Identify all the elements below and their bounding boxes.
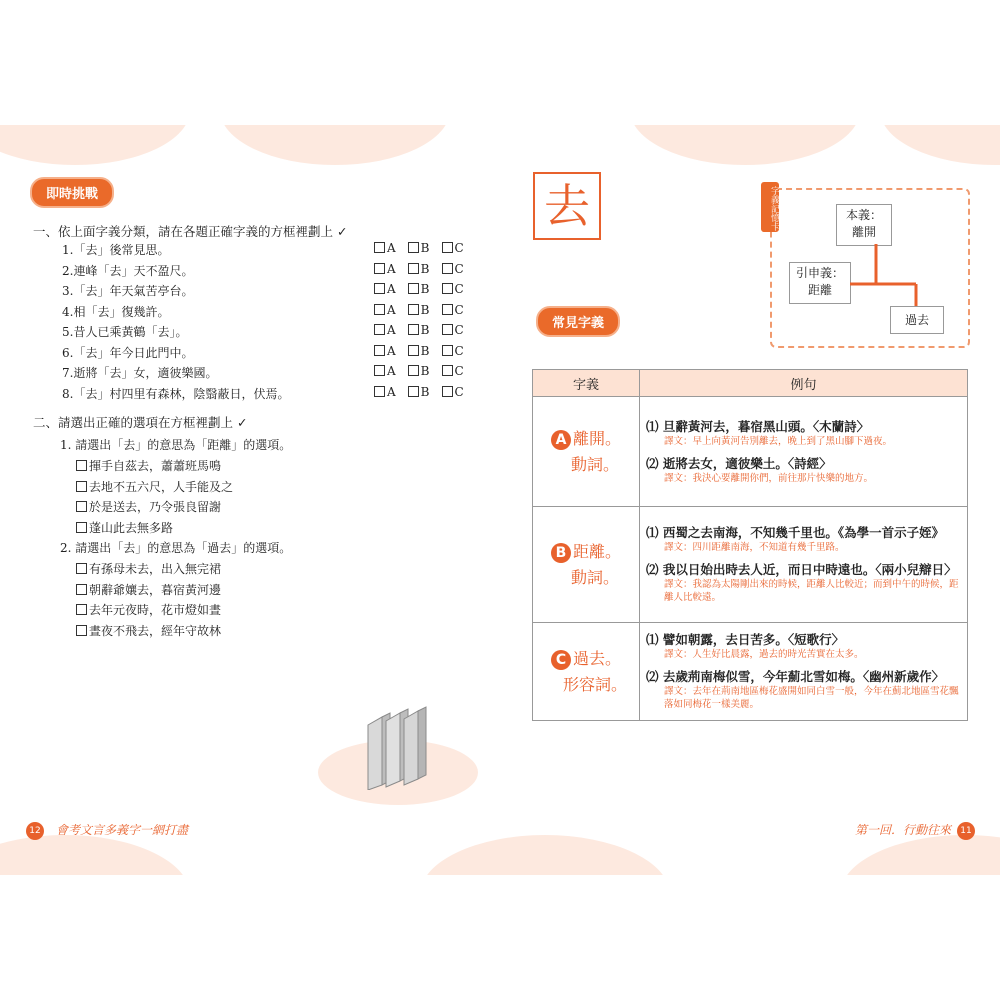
- examples-cell: [640, 507, 968, 623]
- option-label: A: [387, 384, 396, 399]
- option-label: C: [454, 364, 464, 378]
- option-label: B: [420, 323, 430, 337]
- checkbox-c[interactable]: [442, 283, 453, 294]
- choice-text: 有孫母未去，出入無完裙: [89, 562, 222, 576]
- meaning-row: [533, 397, 968, 507]
- option-label: B: [420, 241, 430, 255]
- option-label: B: [420, 302, 430, 317]
- choice-text: 朝辭爺孃去，暮宿黃河邊: [89, 582, 222, 597]
- option-label: B: [420, 364, 430, 378]
- option-label: A: [387, 364, 396, 378]
- example-sentence: ⑴ 旦辭黃河去，暮宿黑山頭。〈木蘭詩〉: [646, 418, 870, 434]
- base-meaning-value: 離開: [851, 225, 876, 239]
- option-label: C: [454, 282, 464, 296]
- option-label: C: [454, 241, 464, 255]
- top-wave-4: [880, 125, 1000, 165]
- example-translation: 譯文：早上向黃河告別離去，晚上到了黑山腳下過夜。: [664, 435, 893, 447]
- section1-item: 6.「去」年今日此門中。: [62, 345, 194, 360]
- choice-text: 揮手自茲去，蕭蕭班馬鳴: [89, 459, 222, 473]
- top-wave-1: [0, 125, 190, 165]
- option-label: B: [420, 384, 430, 399]
- option-label: B: [420, 282, 430, 296]
- choice-item: [76, 478, 233, 495]
- section1-item: 4.相「去」復幾許。: [62, 304, 170, 319]
- example-translation: 譯文：四川距離南海，不知道有幾千里路。: [664, 542, 845, 553]
- example-sentence: ⑵ 逝將去女，適彼樂土。〈詩經〉: [646, 455, 832, 471]
- checkbox-a[interactable]: [374, 365, 385, 376]
- answer-options: [374, 344, 476, 358]
- bottom-wave-1: [0, 835, 190, 875]
- bottom-wave-2: [420, 835, 670, 875]
- choice-checkbox[interactable]: [76, 625, 87, 636]
- choice-checkbox[interactable]: [76, 563, 87, 574]
- answer-options: [374, 364, 476, 378]
- choice-item: [76, 498, 221, 515]
- checkbox-a[interactable]: [374, 345, 385, 356]
- choice-checkbox[interactable]: [76, 584, 87, 595]
- choice-item: [76, 622, 221, 639]
- checkbox-a[interactable]: [374, 324, 385, 335]
- section1-item: 2.連峰「去」天不盈尺。: [62, 263, 194, 278]
- bottom-wave-3: [840, 835, 1000, 875]
- checkbox-b[interactable]: [408, 324, 419, 335]
- choice-checkbox[interactable]: [76, 501, 87, 512]
- checkbox-c[interactable]: [442, 324, 453, 335]
- checkbox-b[interactable]: [408, 283, 419, 294]
- meaning-cell: [533, 623, 640, 721]
- answer-options: [374, 385, 476, 399]
- option-label: A: [387, 282, 396, 296]
- choice-item: [76, 601, 221, 618]
- choice-text: 去地不五六尺，人手能及之: [89, 479, 234, 494]
- checkbox-c[interactable]: [442, 345, 453, 356]
- checkbox-b[interactable]: [408, 345, 419, 356]
- example-translation: 譯文：我決心要離開你們，前往那片快樂的地方。: [664, 472, 874, 484]
- section2-title: 二、請選出正確的選項在方框裡劃上 ✓: [33, 415, 248, 430]
- option-label: C: [454, 384, 464, 399]
- books-icon: [360, 705, 440, 790]
- base-meaning-label: 本義：: [845, 208, 882, 222]
- option-label: A: [387, 241, 396, 255]
- question-2: 2. 請選出「去」的意思為「過去」的選項。: [60, 541, 292, 555]
- checkbox-a[interactable]: [374, 304, 385, 315]
- example-sentence: ⑵ 我以日始出時去人近，而日中時遠也。〈兩小兒辯日〉: [646, 562, 957, 577]
- checkbox-c[interactable]: [442, 304, 453, 315]
- example-translation: 譯文：去年在荊南地區梅花盛開如同白雪一般，今年在薊北地區雪花飄落如同梅花一樣美麗。: [664, 686, 959, 710]
- option-label: A: [387, 261, 396, 276]
- section1-item: 3.「去」年天氣苦亭台。: [62, 284, 194, 298]
- section1-item: 8.「去」村四里有森林，陰翳蔽日，伏焉。: [62, 386, 290, 401]
- answer-options: [374, 282, 476, 296]
- choice-text: 蓬山此去無多路: [89, 520, 174, 535]
- part-of-speech: 形容詞。: [562, 674, 627, 694]
- choice-checkbox[interactable]: [76, 604, 87, 615]
- part-of-speech: 動詞。: [570, 567, 619, 587]
- meaning-letter-badge: A: [551, 430, 571, 450]
- choice-text: 去年元夜時，花市燈如晝: [89, 603, 222, 617]
- meaning-row: [533, 507, 968, 623]
- checkbox-c[interactable]: [442, 386, 453, 397]
- meaning-cell: [533, 507, 640, 623]
- answer-options: [374, 323, 476, 337]
- meaning-row: [533, 623, 968, 721]
- left-page-number: 12: [26, 822, 44, 840]
- meaning-letter-badge: B: [551, 543, 571, 563]
- meaning-text: 距離。: [572, 541, 621, 561]
- option-label: C: [454, 302, 464, 317]
- meaning-text: 過去。: [572, 648, 621, 668]
- examples-cell: [640, 623, 968, 721]
- instant-challenge-badge: 即時挑戰: [30, 177, 114, 208]
- top-wave-2: [220, 125, 450, 165]
- choice-item: [76, 560, 221, 577]
- answer-options: [374, 241, 476, 255]
- checkbox-b[interactable]: [408, 304, 419, 315]
- section1-item: 7.逝將「去」女，適彼樂國。: [62, 366, 218, 380]
- option-label: B: [420, 343, 430, 358]
- choice-text: 於是送去，乃令張良留謝: [89, 500, 222, 514]
- option-label: A: [387, 343, 396, 358]
- memory-card-tab: 字義記憶卡: [761, 182, 779, 232]
- checkbox-a[interactable]: [374, 263, 385, 274]
- choice-checkbox[interactable]: [76, 481, 87, 492]
- section1-item: 5.昔人已乘黃鶴「去」。: [62, 325, 188, 339]
- examples-cell: [640, 397, 968, 507]
- meaning-letter-badge: C: [551, 650, 571, 670]
- checkbox-a[interactable]: [374, 242, 385, 253]
- meanings-table: [532, 369, 968, 721]
- memory-card-connectors: [770, 188, 966, 344]
- example-sentence: ⑵ 去歲荊南梅似雪，今年薊北雪如梅。〈幽州新歲作〉: [646, 669, 945, 684]
- checkbox-c[interactable]: [442, 242, 453, 253]
- checkbox-a[interactable]: [374, 283, 385, 294]
- checkbox-a[interactable]: [374, 386, 385, 397]
- checkbox-b[interactable]: [408, 242, 419, 253]
- table-header-examples: 例句: [640, 370, 968, 397]
- option-label: B: [420, 261, 430, 276]
- example-sentence: ⑴ 譬如朝露，去日苦多。〈短歌行〉: [646, 632, 845, 647]
- checkbox-b[interactable]: [408, 365, 419, 376]
- main-character: 去: [533, 172, 601, 240]
- checkbox-c[interactable]: [442, 263, 453, 274]
- choice-checkbox[interactable]: [76, 522, 87, 533]
- meaning-text: 離開。: [572, 428, 621, 448]
- right-footer-title: 第一回．行動往來: [855, 823, 952, 837]
- right-page-number: 11: [957, 822, 975, 840]
- section1-title: 一、依上面字義分類，請在各題正確字義的方框裡劃上 ✓: [33, 224, 348, 239]
- common-meanings-badge: 常見字義: [536, 306, 620, 337]
- example-translation: 譯文：我認為太陽剛出來的時候，距離人比較近；而到中午的時候，距離人比較遠。: [664, 579, 959, 603]
- example-sentence: ⑴ 西蜀之去南海，不知幾千里也。《為學一首示子姪》: [646, 525, 945, 540]
- past-meaning-box: 過去: [890, 306, 944, 334]
- choice-item: [76, 519, 173, 536]
- answer-options: [374, 303, 476, 317]
- choice-checkbox[interactable]: [76, 460, 87, 471]
- table-header-meaning: 字義: [533, 370, 640, 397]
- extended-meaning-value: 距離: [807, 283, 832, 297]
- section1-item: 1.「去」後常見思。: [62, 243, 170, 257]
- left-footer-title: 會考文言多義字一網打盡: [56, 823, 189, 837]
- choice-text: 晝夜不飛去，經年守故林: [89, 623, 222, 638]
- example-translation: 譯文：人生好比晨露，過去的時光苦實在太多。: [664, 649, 864, 660]
- choice-item: [76, 457, 221, 474]
- option-label: A: [387, 302, 396, 317]
- option-label: C: [454, 343, 464, 358]
- checkbox-b[interactable]: [408, 263, 419, 274]
- top-wave-3: [630, 125, 860, 165]
- option-label: C: [454, 261, 464, 276]
- checkbox-c[interactable]: [442, 365, 453, 376]
- option-label: A: [387, 323, 396, 337]
- meaning-cell: [533, 397, 640, 507]
- checkbox-b[interactable]: [408, 386, 419, 397]
- extended-meaning-label: 引申義：: [795, 266, 844, 280]
- part-of-speech: 動詞。: [570, 454, 619, 474]
- option-label: C: [454, 323, 464, 337]
- answer-options: [374, 262, 476, 276]
- question-1: 1. 請選出「去」的意思為「距離」的選項。: [60, 438, 292, 452]
- choice-item: [76, 581, 221, 598]
